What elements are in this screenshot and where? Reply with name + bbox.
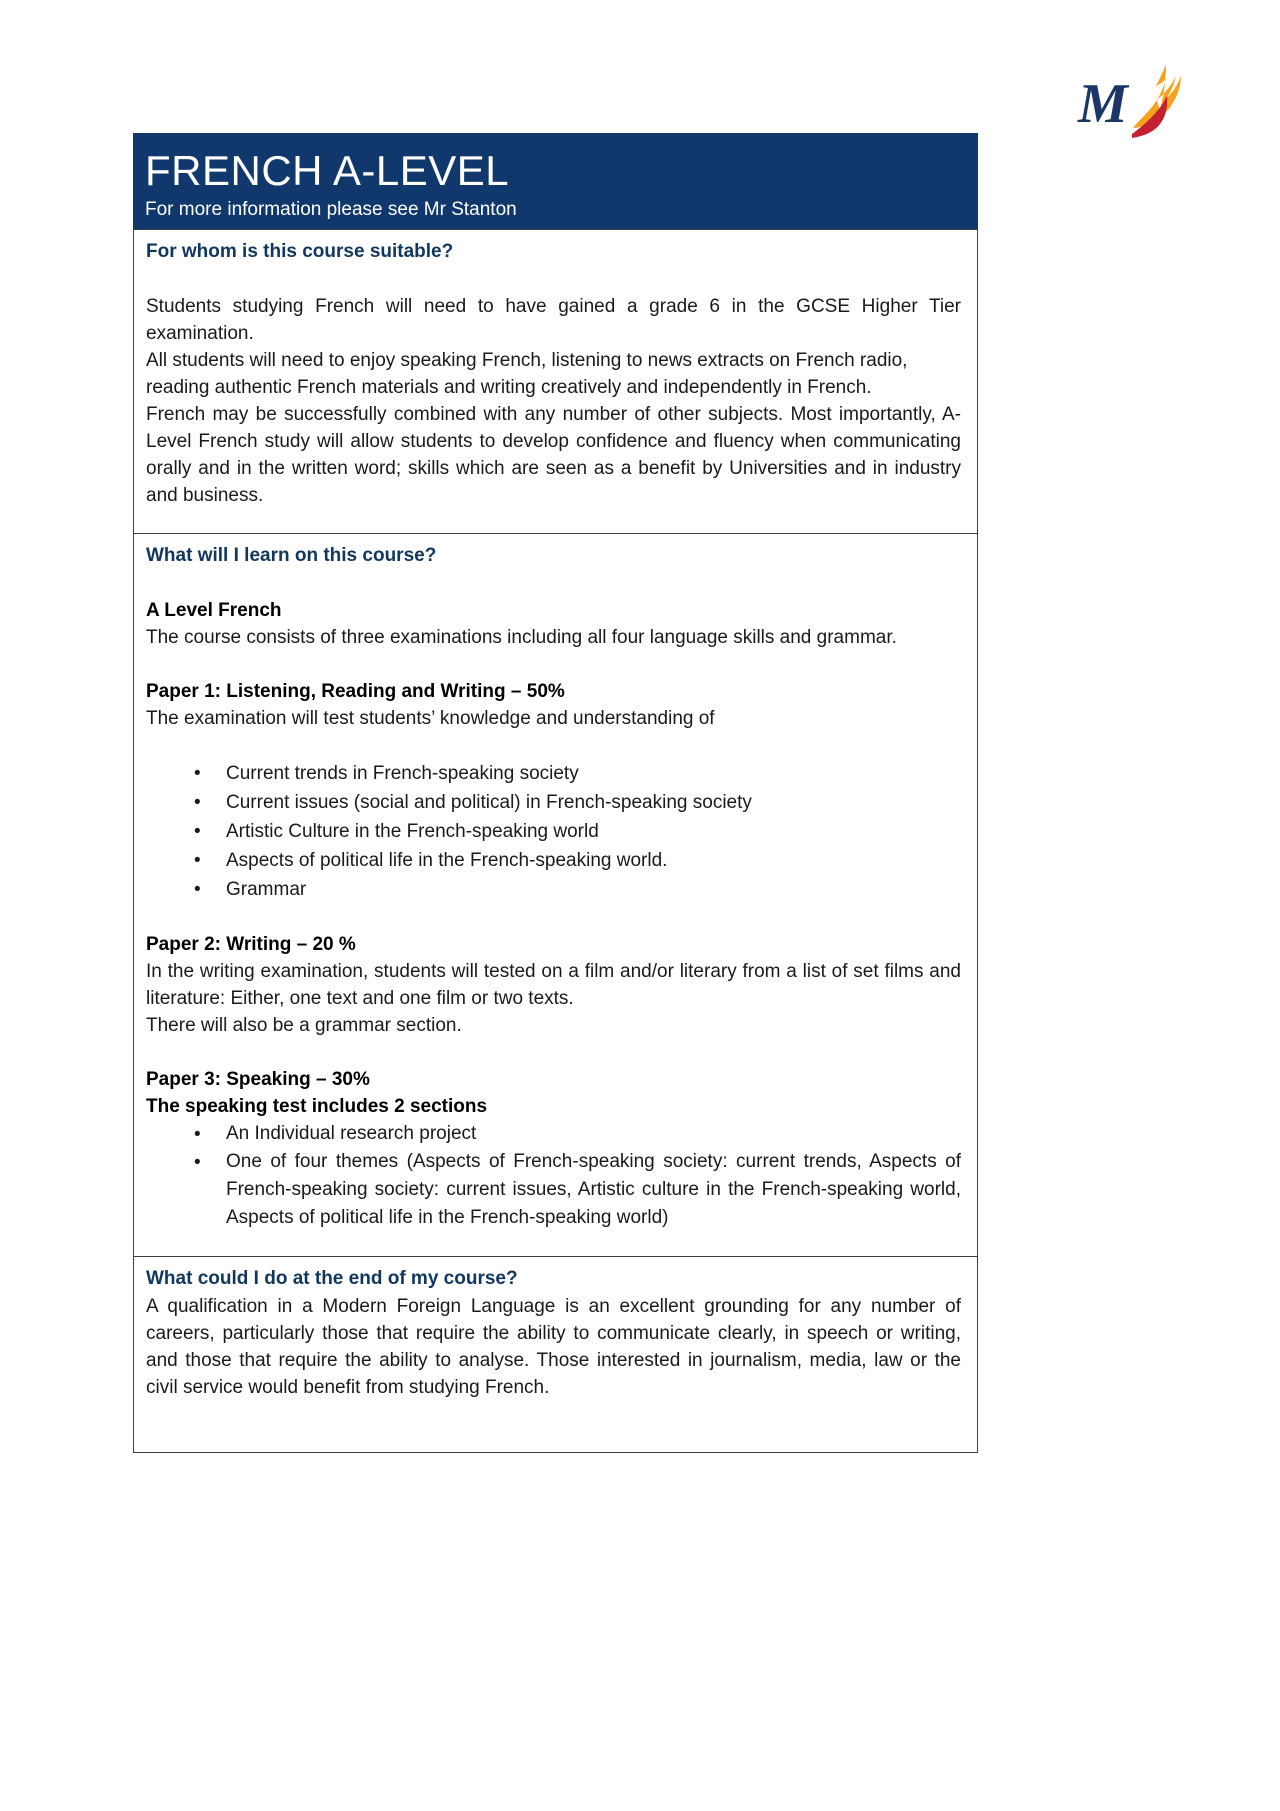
section-heading-career-outcomes: What could I do at the end of my course?: [146, 1268, 518, 1289]
paragraph-skills-needed: All students will need to enjoy speaking French, listening to news extracts on French radio, reading authentic French materials and writing creatively and independently in French.: [146, 350, 908, 398]
paper1-intro: The examination will test students’ knowledge and understanding of: [146, 708, 715, 729]
paper2-title: Paper 2: Writing – 20 %: [146, 934, 356, 955]
list-item-label: Grammar: [226, 879, 307, 900]
page-subtitle: For more information please see Mr Stanton: [145, 199, 517, 220]
list-item: [194, 759, 961, 788]
section-heading-suitability: For whom is this course suitable?: [146, 241, 454, 262]
list-item: [194, 846, 961, 875]
flame-icon: [1126, 62, 1188, 142]
bullet-icon: •: [194, 1124, 201, 1145]
course-intro: The course consists of three examinations including all four language skills and grammar.: [146, 627, 897, 648]
list-item-label: Current trends in French-speaking society: [226, 763, 579, 784]
school-logo: [1078, 62, 1188, 142]
section-heading-course-content: What will I learn on this course?: [146, 545, 437, 566]
logo-letter-m: M: [1078, 73, 1127, 135]
paper1-bullet-list: [146, 759, 961, 904]
list-item-label: Current issues (social and political) in French-speaking society: [226, 792, 752, 813]
bullet-icon: •: [194, 792, 201, 813]
bullet-icon: •: [194, 821, 201, 842]
section-course-content: [133, 534, 978, 1257]
paragraph-career-outcomes: A qualification in a Modern Foreign Language is an excellent grounding for any number of careers, particularly those that require the ability to communicate clearly, in speech or writing, and those that require the ability to analyse. Those interested in journalism, media, law or the civil service would benefit from studying French.: [146, 1296, 961, 1398]
page-title: FRENCH A-LEVEL: [145, 147, 510, 194]
list-item: [194, 1120, 961, 1148]
bullet-icon: •: [194, 1152, 201, 1173]
list-item-label: One of four themes (Aspects of French-speaking society: current trends, Aspects of French-speaking society: current issues, Artistic culture in the French-speaking world, Aspects of political life in the French-speaking world): [226, 1151, 961, 1228]
paper1-title: Paper 1: Listening, Reading and Writing – 50%: [146, 681, 565, 702]
paragraph-entry-requirements: Students studying French will need to have gained a grade 6 in the GCSE Higher Tier examination.: [146, 296, 961, 344]
list-item: [194, 817, 961, 846]
bullet-icon: •: [194, 763, 201, 784]
paper3-title: Paper 3: Speaking – 30%: [146, 1069, 370, 1090]
list-item-label: An Individual research project: [226, 1123, 477, 1144]
list-item-label: Artistic Culture in the French-speaking world: [226, 821, 599, 842]
list-item: [194, 1148, 961, 1232]
bullet-icon: •: [194, 850, 201, 871]
bullet-icon: •: [194, 879, 201, 900]
paper2-description: In the writing examination, students will tested on a film and/or literary from a list of set films and literature: Either, one text and one film or two texts.: [146, 961, 961, 1009]
list-item-label: Aspects of political life in the French-speaking world.: [226, 850, 668, 871]
course-info-document: [133, 133, 978, 1453]
paragraph-combining-subjects: French may be successfully combined with any number of other subjects. Most importantly, A-Level French study will allow students to develop confidence and fluency when communicating orally and in the written word; skills which are seen as a benefit by Universities and in industry and business.: [146, 404, 961, 506]
paper2-grammar-note: There will also be a grammar section.: [146, 1015, 462, 1036]
section-suitability: [133, 229, 978, 534]
paper3-bullet-list: [146, 1120, 961, 1232]
list-item: [194, 788, 961, 817]
section-career-outcomes: [133, 1257, 978, 1453]
paper3-subtitle: The speaking test includes 2 sections: [146, 1096, 488, 1117]
course-title: A Level French: [146, 600, 282, 621]
list-item: [194, 875, 961, 904]
document-banner: [133, 133, 978, 229]
